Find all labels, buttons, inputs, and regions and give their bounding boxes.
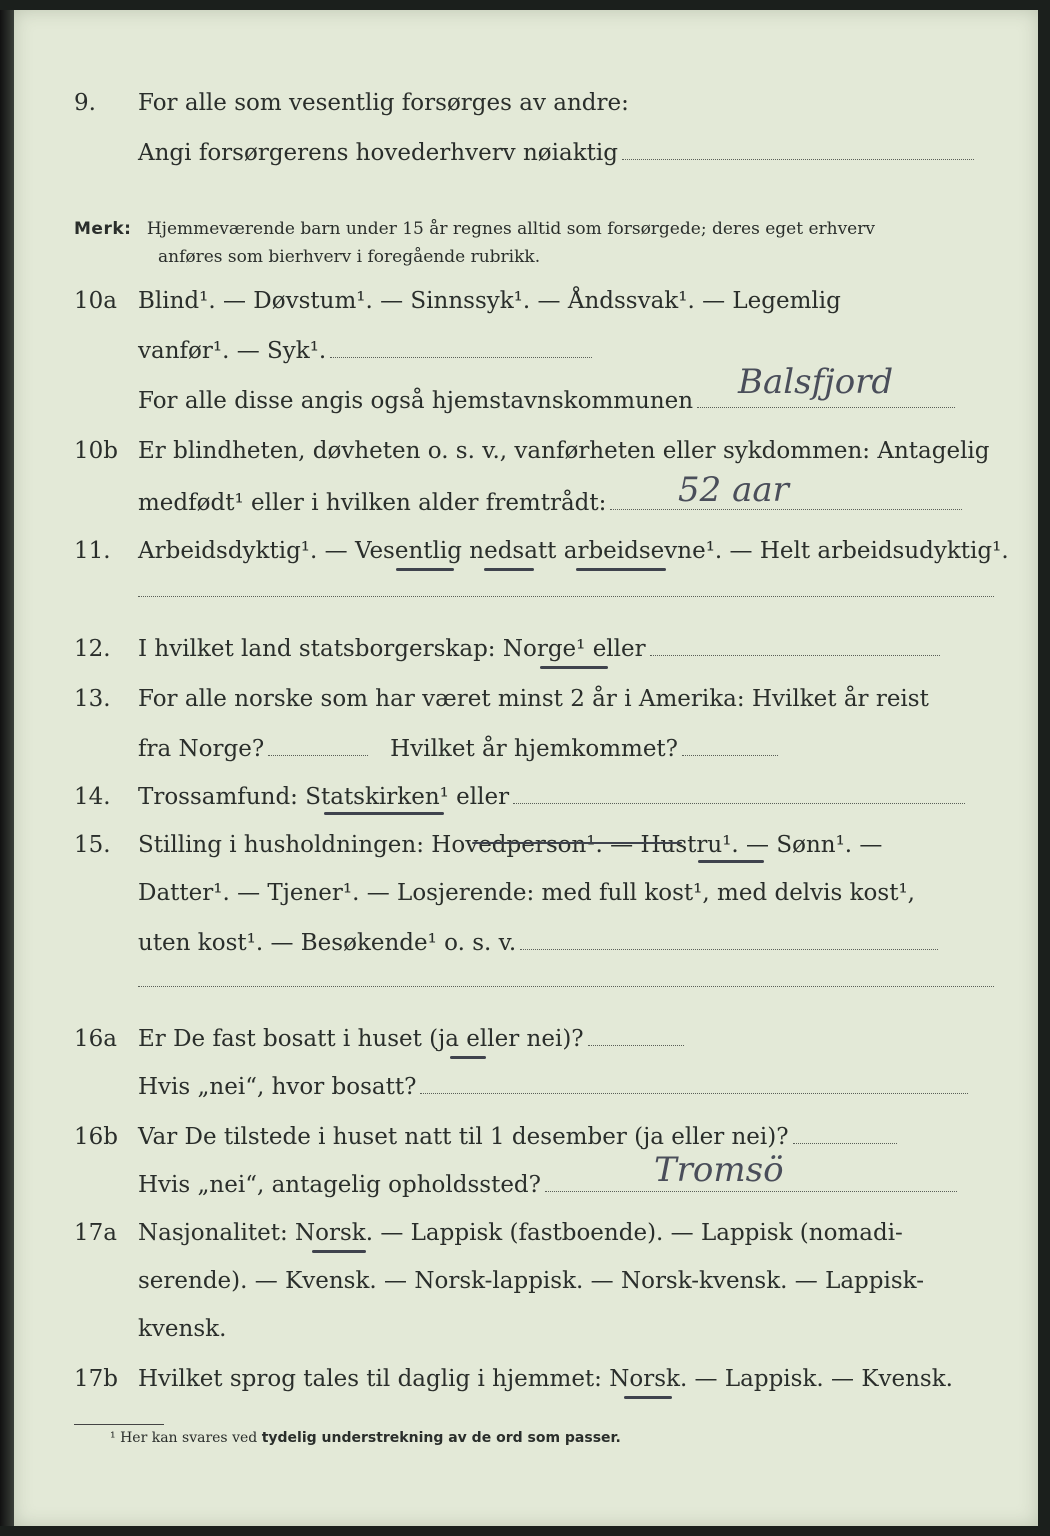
question-text: Trossamfund: Statskirken¹ eller bbox=[138, 784, 510, 810]
note-label: Merk: bbox=[74, 219, 132, 239]
question-number: 15. bbox=[74, 832, 111, 858]
question-number: 16a bbox=[74, 1026, 117, 1052]
question-number: 17a bbox=[74, 1220, 117, 1246]
handwritten-answer: 52 aar bbox=[678, 470, 789, 510]
question-text: kvensk. bbox=[138, 1316, 227, 1342]
note-text: Hjemmeværende barn under 15 år regnes alltid som forsørgede; deres eget erhverv bbox=[146, 219, 875, 239]
question-text: Arbeidsdyktig¹. — Vesentlig nedsatt arbeidsevne¹. — Helt arbeidsudyktig¹. bbox=[138, 538, 1009, 564]
question-text: medfødt¹ eller i hvilken alder fremtrådt: bbox=[138, 490, 607, 516]
question-text: For alle som vesentlig forsørges av andre: bbox=[138, 90, 629, 116]
question-number: 12. bbox=[74, 636, 111, 662]
question-text: Stilling i husholdningen: Hovedperson¹. — Hustru¹. — Sønn¹. — bbox=[138, 832, 883, 858]
answer-line[interactable] bbox=[697, 407, 955, 408]
question-text: vanfør¹. — Syk¹. bbox=[138, 338, 327, 364]
answer-line[interactable] bbox=[520, 949, 938, 950]
underline-mark bbox=[624, 1396, 672, 1399]
answer-line[interactable] bbox=[650, 655, 940, 656]
question-text: Blind¹. — Døvstum¹. — Sinnssyk¹. — Åndssvak¹. — Legemlig bbox=[138, 288, 841, 314]
question-number: 16b bbox=[74, 1124, 118, 1150]
question-number: 14. bbox=[74, 784, 111, 810]
question-text: serende). — Kvensk. — Norsk-lappisk. — Norsk-kvensk. — Lappisk- bbox=[138, 1268, 924, 1294]
question-text: For alle norske som har været minst 2 år i Amerika: Hvilket år reist bbox=[138, 686, 929, 712]
question-text: uten kost¹. — Besøkende¹ o. s. v. bbox=[138, 930, 517, 956]
question-text: Hvilket sprog tales til daglig i hjemmet: Norsk. — Lappisk. — Kvensk. bbox=[138, 1366, 953, 1392]
question-text: Datter¹. — Tjener¹. — Losjerende: med full kost¹, med delvis kost¹, bbox=[138, 880, 915, 906]
answer-line[interactable] bbox=[682, 755, 778, 756]
question-text: Angi forsørgerens hovederhverv nøiaktig bbox=[138, 140, 618, 166]
underline-mark bbox=[312, 1250, 366, 1253]
question-text: Hvilket år hjemkommet? bbox=[390, 736, 679, 762]
question-text: Var De tilstede i huset natt til 1 desember (ja eller nei)? bbox=[138, 1124, 789, 1150]
answer-line[interactable] bbox=[545, 1191, 957, 1192]
question-number: 17b bbox=[74, 1366, 118, 1392]
question-text: Hvis „nei“, antagelig opholdssted? bbox=[138, 1172, 541, 1198]
underline-mark bbox=[324, 812, 444, 815]
footnote-text: Her kan svares ved bbox=[120, 1430, 258, 1446]
scan-edge bbox=[0, 10, 14, 1526]
question-text: For alle disse angis også hjemstavnskommunen bbox=[138, 388, 694, 414]
question-number: 11. bbox=[74, 538, 111, 564]
note-merk bbox=[74, 216, 875, 242]
handwritten-answer: Balsfjord bbox=[738, 362, 894, 402]
footnote-bold-text: tydelig understrekning av de ord som passer. bbox=[261, 1430, 621, 1446]
footnote-rule bbox=[74, 1424, 164, 1425]
question-number: 13. bbox=[74, 686, 111, 712]
underline-mark bbox=[576, 568, 666, 571]
answer-line[interactable] bbox=[513, 803, 965, 804]
footnote bbox=[110, 1430, 621, 1446]
question-text: Nasjonalitet: Norsk. — Lappisk (fastboende). — Lappisk (nomadi- bbox=[138, 1220, 903, 1246]
answer-line[interactable] bbox=[793, 1143, 897, 1144]
question-number: 9. bbox=[74, 90, 96, 116]
question-text: fra Norge? bbox=[138, 736, 265, 762]
census-form-page bbox=[14, 10, 1038, 1526]
answer-line[interactable] bbox=[588, 1045, 684, 1046]
answer-line[interactable] bbox=[622, 159, 974, 160]
underline-mark bbox=[396, 568, 454, 571]
question-text: Hvis „nei“, hvor bosatt? bbox=[138, 1074, 417, 1100]
underline-mark bbox=[540, 666, 608, 669]
footnote-mark: ¹ bbox=[110, 1430, 116, 1446]
answer-line[interactable] bbox=[138, 986, 994, 987]
underline-mark bbox=[484, 568, 534, 571]
answer-line[interactable] bbox=[330, 357, 592, 358]
question-text: I hvilket land statsborgerskap: Norge¹ eller bbox=[138, 636, 646, 662]
answer-line[interactable] bbox=[268, 755, 368, 756]
strike-mark bbox=[472, 842, 682, 844]
answer-line[interactable] bbox=[420, 1093, 968, 1094]
handwritten-answer: Tromsö bbox=[654, 1150, 784, 1190]
answer-line[interactable] bbox=[138, 596, 994, 597]
underline-mark bbox=[698, 860, 764, 863]
underline-mark bbox=[450, 1056, 486, 1059]
question-text: Er De fast bosatt i huset (ja eller nei)? bbox=[138, 1026, 584, 1052]
note-merk-line2: anføres som bierhverv i foregående rubrikk. bbox=[158, 247, 541, 267]
question-number: 10b bbox=[74, 438, 118, 464]
question-number: 10a bbox=[74, 288, 117, 314]
question-text: Er blindheten, døvheten o. s. v., vanførheten eller sykdommen: Antagelig bbox=[138, 438, 990, 464]
